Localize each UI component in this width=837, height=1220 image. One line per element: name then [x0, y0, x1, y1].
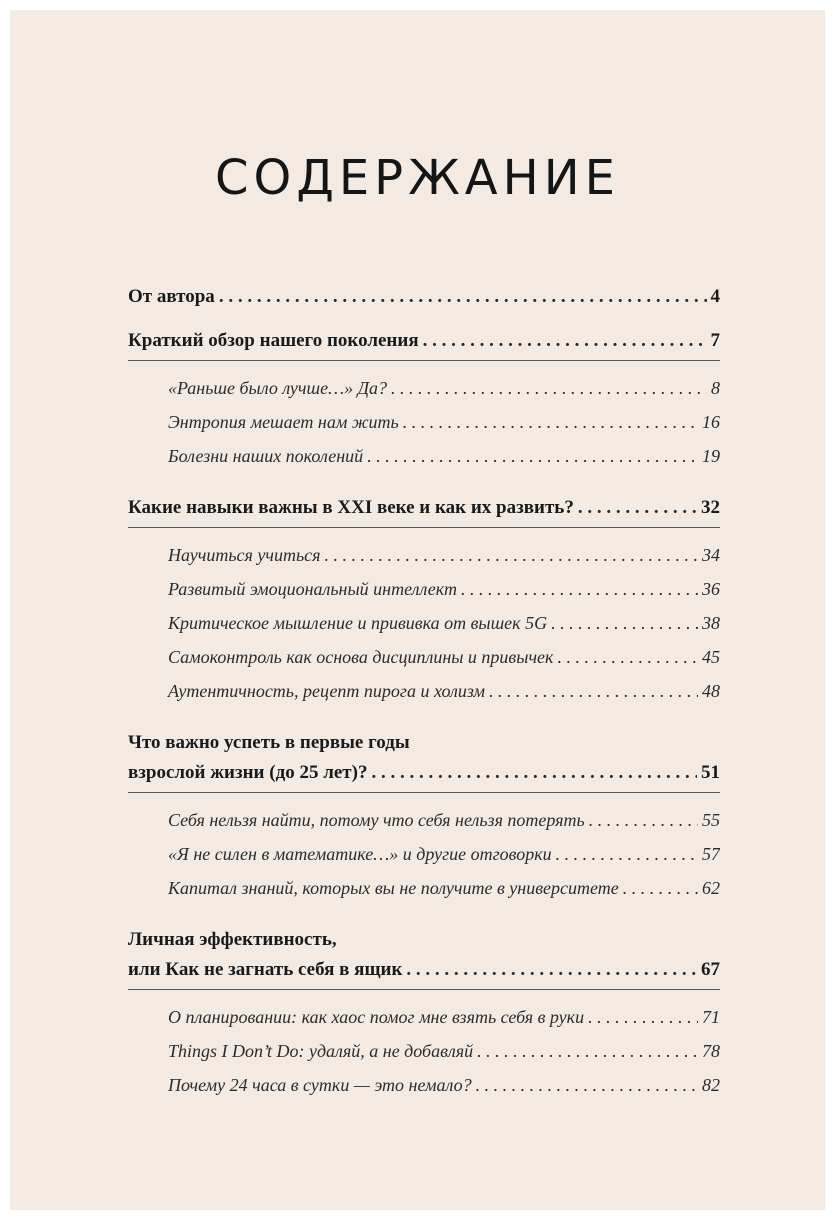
item-title: О планировании: как хаос помог мне взять себя в руки	[168, 1007, 585, 1027]
section-page: 67	[701, 959, 720, 980]
dot-leader	[588, 1000, 698, 1034]
item-page: 78	[702, 1041, 720, 1061]
item-title: Научиться учиться	[168, 545, 321, 565]
toc-subsection-list	[128, 528, 720, 708]
dot-leader	[556, 837, 698, 871]
item-page: 48	[702, 681, 720, 701]
dot-leader	[371, 762, 697, 784]
item-page: 16	[702, 412, 720, 432]
item-page: 62	[702, 878, 720, 898]
section-title: От автора	[128, 286, 215, 307]
dot-leader	[489, 674, 698, 708]
toc-item[interactable]	[128, 871, 720, 905]
item-page: 55	[702, 810, 720, 830]
toc-item[interactable]	[128, 1068, 720, 1102]
item-title: «Раньше было лучше…» Да?	[168, 378, 388, 398]
section-title: взрослой жизни (до 25 лет)?	[128, 762, 368, 783]
item-title: Things I Don’t Do: удаляй, а не добавляй	[168, 1041, 474, 1061]
item-page: 19	[702, 446, 720, 466]
toc-item[interactable]	[128, 1000, 720, 1034]
item-page: 38	[702, 613, 720, 633]
item-title: Почему 24 часа в сутки — это немало?	[168, 1075, 472, 1095]
toc-item[interactable]	[128, 439, 720, 473]
toc-item[interactable]	[128, 371, 720, 405]
toc-subsection-list	[128, 361, 720, 473]
item-title: Самоконтроль как основа дисциплины и привычек	[168, 647, 554, 667]
item-page: 57	[702, 844, 720, 864]
toc-section[interactable]	[128, 929, 720, 990]
item-page: 36	[702, 579, 720, 599]
item-page: 71	[702, 1007, 720, 1027]
dot-leader	[403, 405, 698, 439]
item-page: 34	[702, 545, 720, 565]
section-page: 51	[701, 762, 720, 783]
toc-item[interactable]	[128, 674, 720, 708]
section-title-line1: Личная эффективность,	[128, 929, 337, 950]
dot-leader	[406, 959, 697, 981]
dot-leader	[219, 286, 707, 308]
section-title: Краткий обзор нашего поколения	[128, 330, 419, 351]
dot-leader	[623, 871, 698, 905]
item-title: Болезни наших поколений	[168, 446, 364, 466]
item-page: 82	[702, 1075, 720, 1095]
dot-leader	[477, 1034, 698, 1068]
item-title: Аутентичность, рецепт пирога и холизм	[168, 681, 485, 701]
dot-leader	[461, 572, 698, 606]
dot-leader	[367, 439, 698, 473]
table-of-contents	[128, 286, 720, 1102]
toc-item[interactable]	[128, 572, 720, 606]
item-page: 45	[702, 647, 720, 667]
toc-item[interactable]	[128, 606, 720, 640]
item-title: «Я не силен в математике…» и другие отговорки	[168, 844, 552, 864]
item-page: 8	[711, 378, 720, 398]
dot-leader	[578, 497, 697, 519]
section-title-line1: Что важно успеть в первые годы	[128, 732, 410, 753]
toc-section[interactable]	[128, 732, 720, 793]
dot-leader	[557, 640, 698, 674]
dot-leader	[551, 606, 698, 640]
toc-item[interactable]	[128, 1034, 720, 1068]
section-page: 4	[710, 286, 720, 307]
toc-section[interactable]	[128, 286, 720, 316]
toc-item[interactable]	[128, 837, 720, 871]
dot-leader	[589, 803, 698, 837]
item-title: Критическое мышление и прививка от вышек 5G	[168, 613, 548, 633]
toc-item[interactable]	[128, 405, 720, 439]
toc-item[interactable]	[128, 803, 720, 837]
section-page: 32	[701, 497, 720, 518]
dot-leader	[423, 330, 707, 352]
item-title: Энтропия мешает нам жить	[168, 412, 399, 432]
toc-subsection-list	[128, 990, 720, 1102]
dot-leader	[476, 1068, 698, 1102]
section-page: 7	[710, 330, 720, 351]
toc-subsection-list	[128, 793, 720, 905]
item-title: Развитый эмоциональный интеллект	[168, 579, 457, 599]
section-title: Какие навыки важны в XXI веке и как их развить?	[128, 497, 574, 518]
toc-section[interactable]	[128, 497, 720, 528]
toc-section[interactable]	[128, 330, 720, 361]
section-title: или Как не загнать себя в ящик	[128, 959, 403, 980]
book-page	[10, 10, 825, 1210]
dot-leader	[325, 538, 698, 572]
item-title: Себя нельзя найти, потому что себя нельзя потерять	[168, 810, 585, 830]
toc-item[interactable]	[128, 640, 720, 674]
page-title: СОДЕРЖАНИЕ	[215, 150, 620, 206]
dot-leader	[391, 371, 707, 405]
item-title: Капитал знаний, которых вы не получите в университете	[168, 878, 619, 898]
toc-item[interactable]	[128, 538, 720, 572]
